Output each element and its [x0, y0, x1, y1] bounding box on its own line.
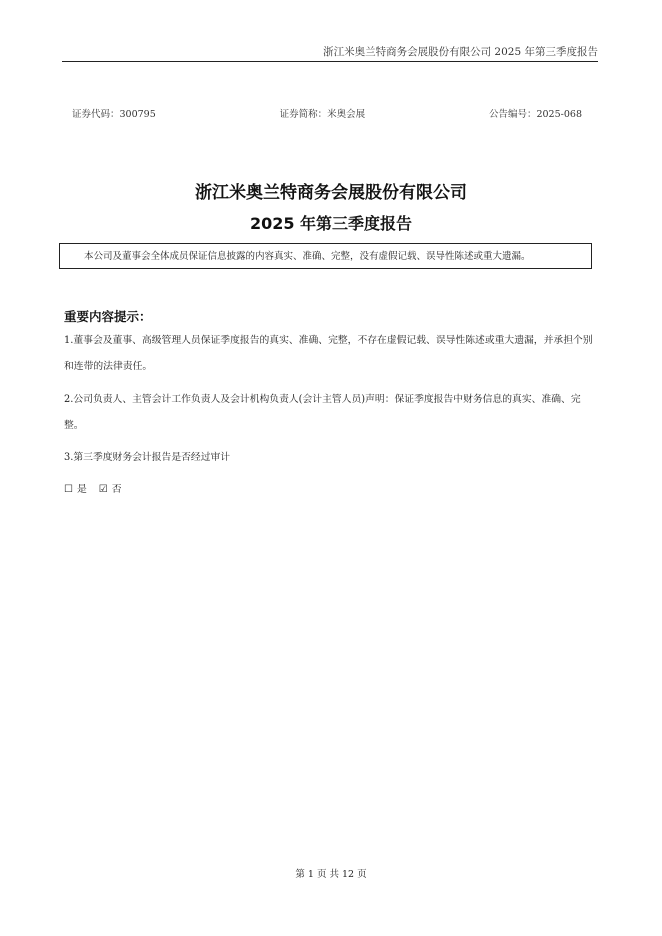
audit-no-checkbox[interactable]: ☑	[98, 484, 108, 495]
audit-no-label: 否	[111, 484, 122, 495]
audit-yes-checkbox[interactable]: ☐	[64, 484, 73, 495]
important-item-2: 2.公司负责人、主管会计工作负责人及会计机构负责人(会计主管人员)声明：保证季度报告中财务信息的真实、准确、完整。	[64, 394, 581, 431]
company-title: 浙江米奥兰特商务会展股份有限公司	[195, 183, 467, 203]
announcement-meta-row	[72, 106, 582, 120]
audit-yes-label: 是	[76, 484, 87, 495]
important-heading: 重要内容提示：	[64, 309, 152, 324]
important-item-1: 1.董事会及董事、高级管理人员保证季度报告的真实、准确、完整，不存在虚假记载、误导性陈述或重大遗漏，并承担个别和连带的法律责任。	[64, 335, 593, 372]
report-title: 2025 年第三季度报告	[249, 214, 413, 233]
disclosure-notice: 本公司及董事会全体成员保证信息披露的内容真实、准确、完整，没有虚假记载、误导性陈述或重大遗漏。	[59, 243, 592, 269]
header-divider	[62, 61, 598, 62]
stock-abbreviation: 证券简称：米奥会展	[279, 109, 366, 120]
audit-options	[64, 477, 122, 503]
stock-code: 证券代码：300795	[72, 109, 156, 120]
important-item-3: 3.第三季度财务会计报告是否经过审计	[64, 452, 231, 463]
page-indicator: 第 1 页 共 12 页	[295, 869, 367, 880]
running-header: 浙江米奥兰特商务会展股份有限公司 2025 年第三季度报告	[323, 46, 598, 58]
announcement-number: 公告编号：2025-068	[488, 109, 582, 120]
